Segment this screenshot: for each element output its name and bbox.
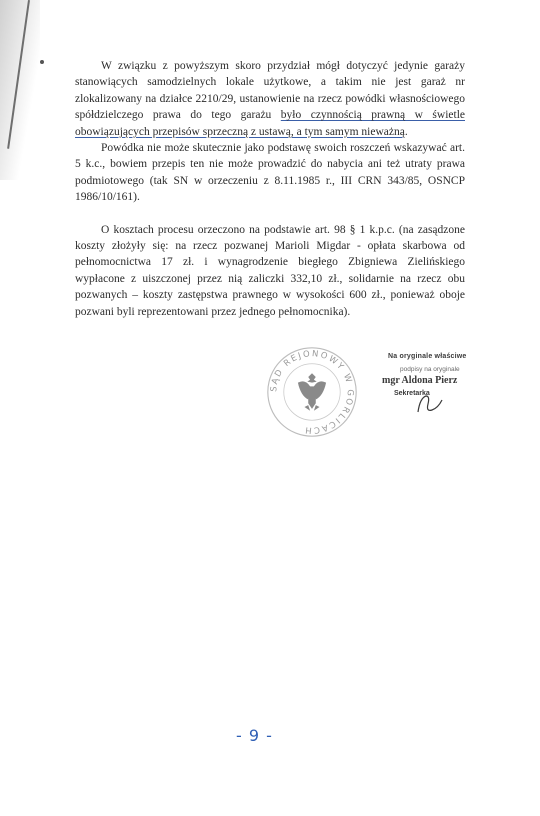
paragraph-costs: O kosztach procesu orzeczono na podstawie art. 98 § 1 k.p.c. (na zasądzone koszty złożyły się: na rzecz pozwanej Marioli Migdar - opłata skarbowa od pełnomocnictwa 17 zł. i wynagrodzenie biegłego Zbigniewa Zielińskiego wypłacone z uiszczonej przez nią zaliczki 332,10 zł., solidarnie na rzecz obu pozwanych – koszty zastępstwa prawnego w wysokości 600 zł., ponieważ oboje pozwani byli reprezentowani przez jednego pełnomocnika). (75, 223, 465, 318)
paragraph-garage (75, 58, 465, 140)
paragraph-garage-text: W związku z powyższym skoro przydział mógł dotyczyć jedynie garaży stanowiących samodzielnych lokale użytkowe, a takim nie jest garaż nr zlokalizowany na działce 2210/29, ustanowienie na rzecz powódki własnościowego spółdzielczego prawa do tego garażu (75, 60, 465, 122)
auth-line-original: Na oryginale właściwe (388, 353, 467, 360)
paragraph-garage-end: . (404, 125, 408, 138)
auth-role: Sekretarka (394, 390, 430, 397)
scan-shadow (0, 0, 40, 180)
auth-name: mgr Aldona Pierz (382, 375, 458, 386)
underlined-passage: było czynnością prawną w świetle obowiązujących przepisów sprzeczną z ustawą, a tym samym nieważną (75, 109, 465, 138)
stamp-ring-text: SĄD REJONOWY W GORLICACH (268, 348, 356, 436)
margin-mark (40, 60, 44, 64)
auth-line-signatures: podpisy na oryginale (400, 366, 460, 373)
paragraph-art5: Powódka nie może skutecznie jako podstawę swoich roszczeń wskazywać art. 5 k.c., bowiem przepis ten nie może prowadzić do nabycia ani też utraty prawa podmiotowego (tak SN w orzeczeniu z 8.11.1985 r., III CRN 343/85, OSNCP 1986/10/161). (75, 142, 465, 204)
signature-mark (410, 388, 450, 418)
court-seal-stamp (265, 345, 359, 439)
court-seal-icon (265, 345, 359, 439)
page-number: - 9 - (236, 726, 273, 745)
document-body (75, 58, 465, 320)
